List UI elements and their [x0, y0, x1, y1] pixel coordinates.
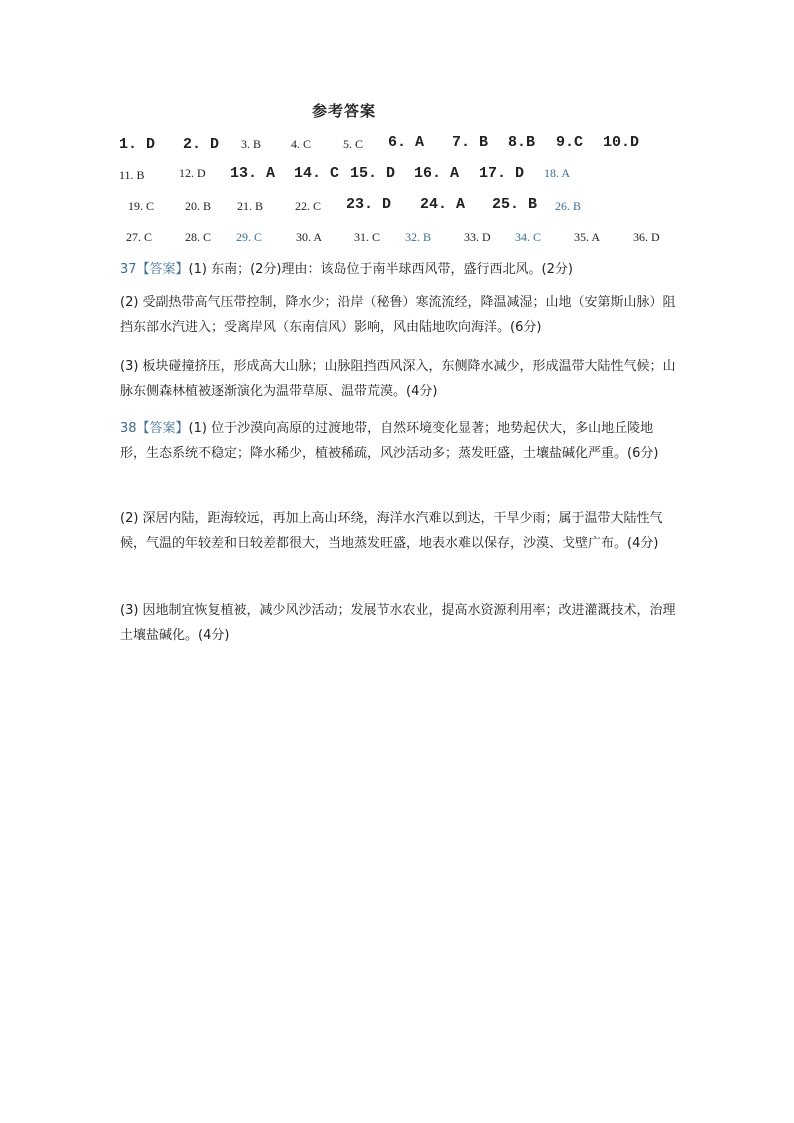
answer-item: 27. C [126, 230, 153, 244]
answer-item: 36. D [633, 230, 660, 244]
answer-item: 25. B [492, 196, 538, 213]
answer-item: 29. C [236, 230, 263, 244]
answer-item: 7. B [452, 134, 489, 151]
q38-part2: (2) 深居内陆，距海较远，再加上高山环绕，海洋水汽难以到达，干旱少雨；属于温带大陆性气候，气温的年较差和日较差都很大，当地蒸发旺盛，地表水难以保存，沙漠、戈壁广布。(4分) [120, 511, 663, 551]
answer-item: 3. B [241, 137, 262, 151]
answer-item: 23. D [346, 196, 392, 213]
answer-item: 1. D [119, 136, 156, 153]
answer-item: 10.D [603, 134, 640, 151]
answer-item: 31. C [354, 230, 381, 244]
answer-item: 24. A [420, 196, 466, 213]
answer-item: 9.C [556, 134, 584, 151]
answer-item: 26. B [555, 199, 582, 213]
answer-item: 6. A [388, 134, 425, 151]
answer-row-2 [0, 165, 794, 189]
answer-item: 13. A [230, 165, 276, 182]
q38-label: 38【答案】 [120, 421, 189, 436]
q37-part1 [120, 257, 676, 282]
answer-item: 18. A [544, 166, 571, 180]
answer-item: 12. D [179, 166, 206, 180]
answer-item: 17. D [479, 165, 525, 182]
q37-label: 37【答案】 [120, 262, 189, 277]
answer-item: 19. C [128, 199, 155, 213]
answer-item: 4. C [291, 137, 312, 151]
answer-item: 15. D [350, 165, 396, 182]
answer-row-1 [0, 134, 794, 158]
answer-item: 33. D [464, 230, 491, 244]
answer-item: 8.B [508, 134, 536, 151]
answer-item: 14. C [294, 165, 340, 182]
q37-part2: (2) 受副热带高气压带控制，降水少；沿岸（秘鲁）寒流流经，降温减湿；山地（安第斯山脉）阻挡东部水汽进入；受离岸风（东南信风）影响，风由陆地吹向海洋。(6分) [120, 295, 676, 335]
page-title: 参考答案 [312, 102, 377, 120]
answer-item: 22. C [295, 199, 322, 213]
q37-part3: (3) 板块碰撞挤压，形成高大山脉；山脉阻挡西风深入，东侧降水减少，形成温带大陆性气候；山脉东侧森林植被逐渐演化为温带草原、温带荒漠。(4分) [120, 359, 676, 399]
answer-item: 21. B [237, 199, 264, 213]
answer-item: 35. A [574, 230, 601, 244]
answer-item: 16. A [414, 165, 460, 182]
answer-row-3 [0, 196, 794, 220]
answer-item: 20. B [185, 199, 212, 213]
answer-item: 5. C [343, 137, 364, 151]
q38-part1 [120, 416, 676, 466]
answer-item: 30. A [296, 230, 323, 244]
q37-part1-text: (1) 东南；(2分)理由：该岛位于南半球西风带，盛行西北风。(2分) [188, 262, 573, 277]
answer-item: 34. C [515, 230, 542, 244]
answer-item: 28. C [185, 230, 212, 244]
answer-item: 11. B [119, 168, 145, 182]
q38-part3: (3) 因地制宜恢复植被，减少风沙活动；发展节水农业，提高水资源利用率；改进灌溉技术，治理土壤盐碱化。(4分) [120, 603, 676, 643]
q38-part1-text: (1) 位于沙漠向高原的过渡地带，自然环境变化显著；地势起伏大，多山地丘陵地形，生态系统不稳定；降水稀少，植被稀疏，风沙活动多；蒸发旺盛，土壤盐碱化严重。(6分) [120, 421, 659, 461]
answer-row-4 [0, 227, 794, 251]
answer-item: 32. B [405, 230, 432, 244]
answer-item: 2. D [183, 136, 220, 153]
